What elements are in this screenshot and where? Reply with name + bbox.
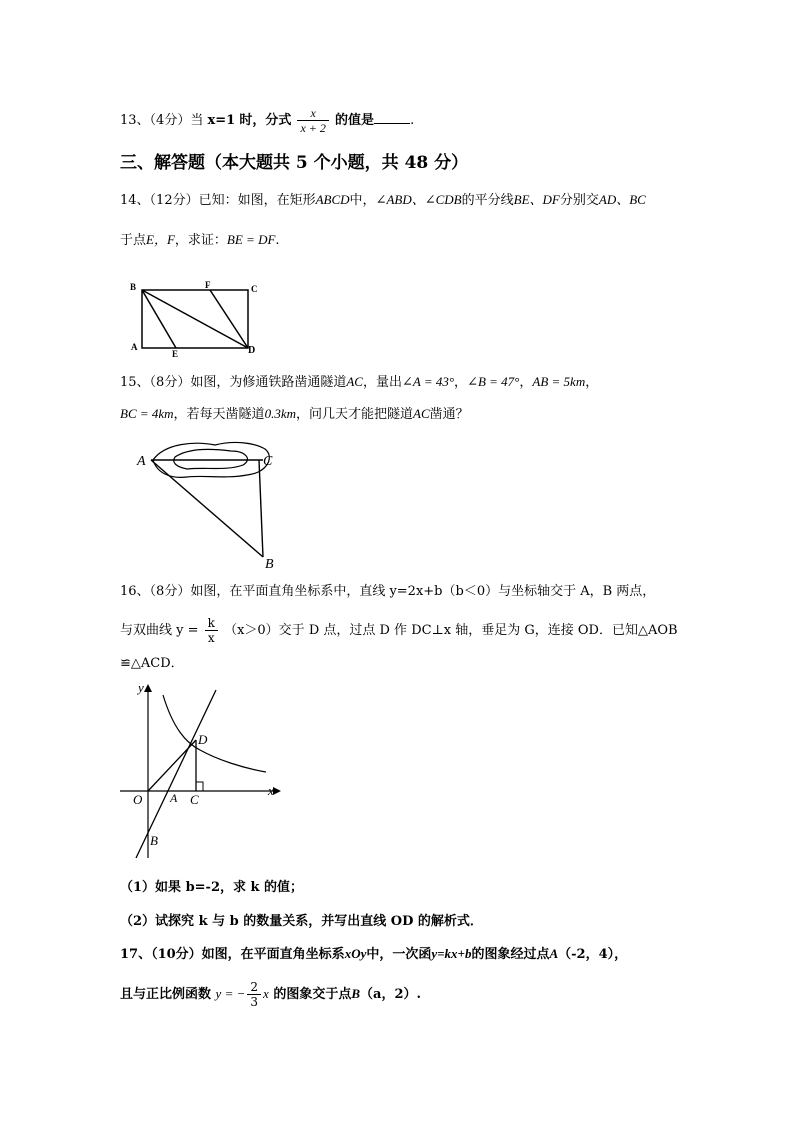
hyperbola — [163, 695, 266, 772]
question-14-line1 — [120, 190, 646, 211]
q17-text: （-2，4）， — [558, 947, 628, 962]
section-heading: 三、解答题（本大题共 5 个小题，共 48 分） — [120, 153, 469, 173]
label-a: A — [131, 342, 138, 352]
q16-text: 与双曲线 y = — [120, 623, 199, 638]
q17-text: 的图象交于点 — [273, 987, 352, 1002]
q15-text: ，问几天才能把隧道 — [295, 407, 413, 422]
q15-ac: AC — [413, 406, 430, 421]
segment-cb — [259, 460, 263, 557]
label-c: C — [190, 792, 199, 807]
q15-ab: AB = 5km — [532, 374, 586, 389]
question-17-line1 — [120, 944, 627, 965]
q14-text: 分别交 — [559, 193, 599, 208]
q16-text: （x＞0）交于 D 点，过点 D 作 DC⊥x 轴，垂足为 G，连接 OD．已知△AOB — [224, 623, 678, 638]
question-16-line1: 16、（8分）如图，在平面直角坐标系中，直线 y=2x+b（b＜0）与坐标轴交于 A，B 两点， — [120, 584, 656, 599]
question-16-line2 — [120, 616, 678, 645]
question-16-sub2: （2）试探究 k 与 b 的数量关系，并写出直线 OD 的解析式． — [120, 914, 483, 929]
q15-text: ，若每天凿隧道 — [173, 407, 265, 422]
label-o: O — [133, 792, 143, 807]
q16-fraction — [205, 616, 218, 645]
q17-eq-rhs: x — [263, 986, 269, 1001]
question-16-line3: ≌△ACD． — [120, 656, 184, 671]
q17-text: 且与正比例函数 — [120, 987, 212, 1002]
question-15-line2 — [120, 404, 469, 425]
label-b: B — [265, 557, 274, 572]
q14-rect: ABCD — [315, 192, 350, 207]
label-b: B — [150, 833, 158, 848]
q17-fraction — [247, 980, 261, 1009]
q17-point-b: B — [351, 986, 361, 1001]
y-axis-arrow — [144, 684, 152, 692]
q13-condition: x=1 — [207, 113, 236, 128]
q17-frac-numerator: 2 — [247, 980, 261, 995]
label-e: E — [172, 349, 179, 359]
q14-claim: BE = DF — [226, 232, 276, 247]
x-axis-arrow — [273, 787, 281, 795]
q17-point-a: A — [549, 946, 559, 961]
q14-text: 中， — [349, 193, 376, 208]
right-angle-mark — [196, 782, 203, 791]
label-y: y — [138, 680, 144, 695]
q15-text: ， — [585, 375, 599, 390]
q14-points: E，F — [146, 232, 175, 247]
q16-frac-numerator: k — [205, 616, 218, 631]
figure-14-rectangle — [128, 280, 263, 358]
question-17-line2 — [120, 980, 421, 1009]
q17-text: 的图象经过点 — [471, 947, 550, 962]
q13-frac-denominator: x + 2 — [300, 121, 326, 135]
q15-text: ，量出 — [362, 375, 402, 390]
q13-number: 13、（4分）当 — [120, 113, 204, 128]
q14-lines: BE、DF — [513, 192, 560, 207]
q13-fraction — [297, 106, 328, 135]
q15-text: ， — [519, 375, 533, 390]
q15-angle-a: ∠A = 43° — [401, 374, 455, 389]
label-c: C — [263, 454, 273, 469]
label-c: C — [251, 284, 258, 294]
q14-text: 的平分线 — [461, 193, 514, 208]
q17-eq-lhs: y = − — [215, 986, 246, 1001]
q14-text: 14、（12分）已知：如图，在矩形 — [120, 193, 316, 208]
q15-text: 15、（8分）如图，为修通铁路凿通隧道 — [120, 375, 347, 390]
q14-sides: AD、BC — [598, 192, 646, 207]
q13-frac-numerator: x — [297, 106, 328, 121]
q17-text: 17、（10分）如图，在平面直角坐标系 — [120, 947, 345, 962]
q17-text: 中，一次函 — [366, 947, 432, 962]
q17-text: （a，2）. — [360, 987, 422, 1002]
q15-ac: AC — [346, 374, 363, 389]
question-16-sub1: （1）如果 b=-2，求 k 的值； — [120, 880, 304, 895]
q17-frac-denominator: 3 — [250, 995, 259, 1009]
mountain-inner — [174, 449, 248, 469]
segment-df — [210, 290, 248, 348]
q14-text: ，求证： — [174, 233, 227, 248]
q13-period: . — [410, 113, 415, 128]
q13-mid: 时，分式 — [239, 113, 292, 128]
q15-text: 凿通？ — [429, 407, 469, 422]
label-d: D — [248, 345, 256, 356]
label-x: x — [268, 783, 274, 798]
q14-text: . — [275, 233, 280, 248]
question-14-line2 — [120, 230, 280, 251]
label-f: F — [205, 280, 211, 290]
label-b: B — [130, 282, 137, 292]
q15-bc: BC = 4km — [120, 406, 174, 421]
label-d: D — [198, 732, 208, 747]
question-15-line1 — [120, 372, 598, 393]
answer-blank[interactable] — [374, 111, 410, 124]
q15-angle-b: ∠B = 47° — [467, 374, 520, 389]
figure-16-coordinate — [118, 678, 283, 863]
q16-frac-denominator: x — [207, 631, 215, 645]
q14-text: 于点 — [120, 233, 147, 248]
q14-angles: ∠ABD、∠CDB — [375, 192, 462, 207]
figure-15-tunnel — [135, 435, 295, 570]
label-a: A — [170, 791, 178, 805]
q13-end: 的值是 — [335, 113, 375, 128]
q17-xoy: xOy — [344, 946, 367, 961]
segment-bd — [142, 290, 248, 348]
label-a: A — [137, 454, 146, 469]
question-13 — [120, 106, 414, 135]
q15-rate: 0.3km — [264, 406, 296, 421]
q17-func: y=kx+b — [431, 946, 472, 961]
q15-text: ， — [454, 375, 468, 390]
